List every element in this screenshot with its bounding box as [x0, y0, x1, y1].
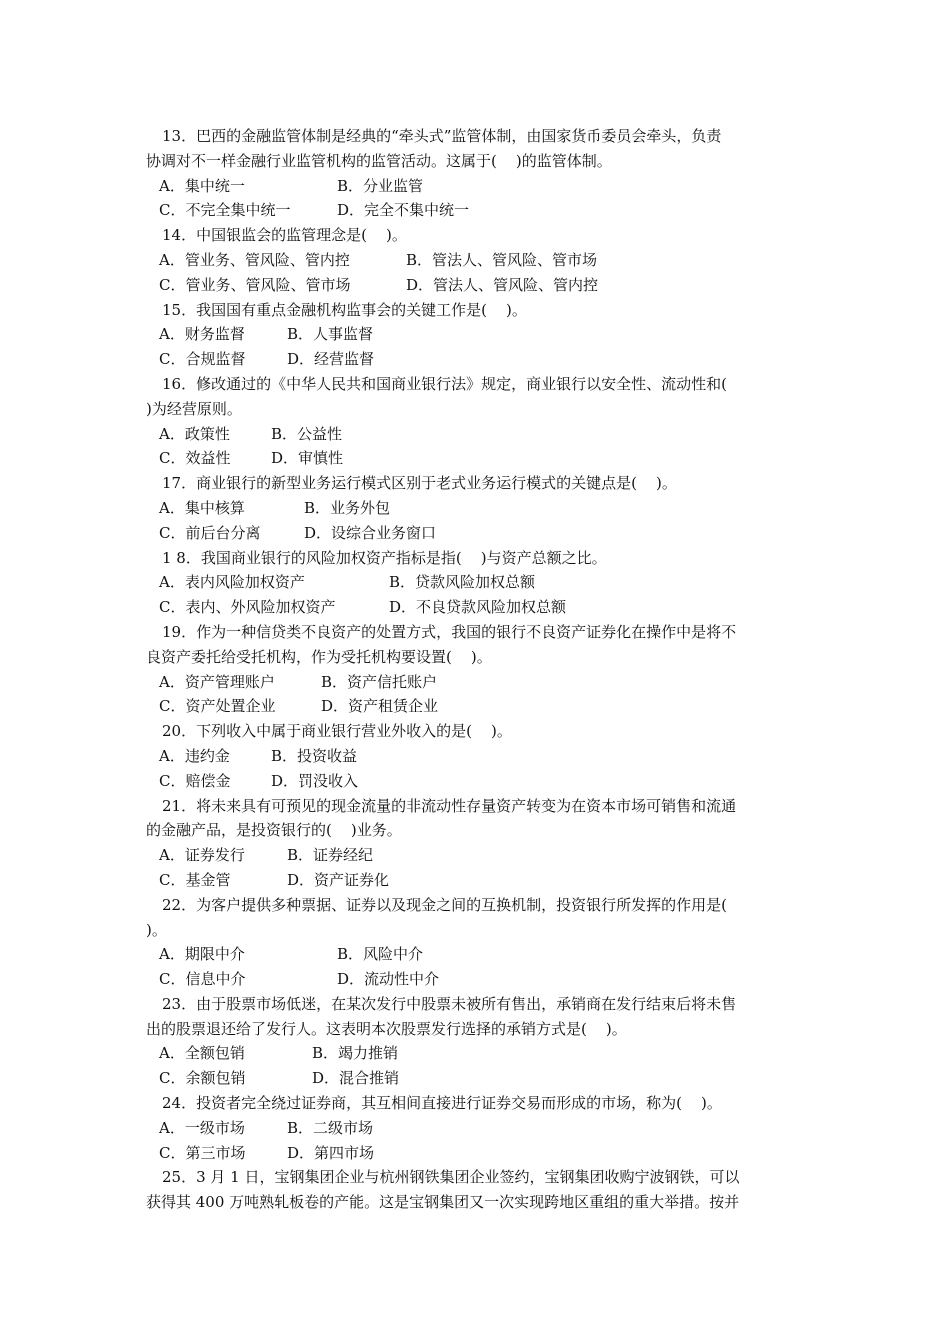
option-right: D．完全不集中统一	[337, 201, 470, 220]
option-left: C．信息中介	[159, 970, 246, 989]
option-left: A．证券发行	[159, 846, 245, 865]
option-left: C．合规监督	[159, 350, 246, 369]
option-left: A．全额包销	[159, 1044, 245, 1063]
question-text: 19．作为一种信贷类不良资产的处置方式，我国的银行不良资产证券化在操作中是将不	[162, 622, 737, 641]
option-right: D．资产租赁企业	[321, 697, 439, 716]
question-continuation: 协调对不一样金融行业监管机构的监管活动。这属于( )的监管体制。	[146, 151, 612, 170]
question-continuation: )为经营原则。	[146, 399, 242, 418]
option-right: D．罚没收入	[271, 771, 359, 790]
option-left: A．期限中介	[159, 945, 245, 964]
question-text: 21．将未来具有可预见的现金流量的非流动性存量资产转变为在资本市场可销售和流通	[162, 796, 737, 815]
answer-options-row	[146, 322, 808, 347]
option-right: D．经营监督	[287, 350, 375, 369]
answer-options-row	[146, 942, 808, 967]
option-right: D．资产证券化	[287, 870, 390, 889]
answer-options-row	[146, 422, 808, 447]
answer-options-row	[146, 570, 808, 595]
option-left: C．表内、外风险加权资产	[159, 598, 336, 617]
question-text: 25．3 月 1 日，宝钢集团企业与杭州钢铁集团企业签约，宝钢集团收购宁波钢铁，可以	[162, 1168, 740, 1187]
question-continuation: 获得其 400 万吨熟轧板卷的产能。这是宝钢集团又一次实现跨地区重组的重大举措。按并	[146, 1193, 740, 1212]
answer-options-row	[146, 1041, 808, 1066]
option-right: B．人事监督	[287, 325, 374, 344]
answer-options-row	[146, 446, 808, 471]
answer-options-row	[146, 248, 808, 273]
answer-options-row	[146, 694, 808, 719]
answer-options-row	[146, 769, 808, 794]
option-right: B．管法人、管风险、管市场	[406, 250, 598, 269]
option-right: B．风险中介	[337, 945, 424, 964]
option-left: A．管业务、管风险、管内控	[159, 250, 350, 269]
option-right: B．分业监管	[337, 176, 424, 195]
option-right: B．二级市场	[287, 1118, 374, 1137]
question-text: 13．巴西的金融监管体制是经典的“牵头式”监管体制，由国家货币委员会牵头，负责	[162, 127, 722, 145]
option-left: C．第三市场	[159, 1143, 246, 1162]
option-right: D．管法人、管风险、管内控	[406, 275, 599, 294]
answer-options-row	[146, 868, 808, 893]
option-left: A．集中统一	[159, 176, 245, 195]
option-right: D．审慎性	[271, 449, 344, 468]
question-text: 16．修改通过的《中华人民共和国商业银行法》规定，商业银行以安全性、流动性和(	[162, 374, 727, 393]
option-left: C．基金管	[159, 870, 231, 889]
question-continuation: 良资产委托给受托机构，作为受托机构要设置( )。	[146, 647, 492, 666]
option-left: A．违约金	[159, 746, 230, 765]
option-right: D．不良贷款风险加权总额	[389, 598, 567, 617]
option-left: A．表内风险加权资产	[159, 573, 305, 592]
answer-options-row	[146, 1116, 808, 1141]
question-continuation: )。	[146, 920, 167, 939]
option-left: C．余额包销	[159, 1069, 246, 1088]
option-right: B．公益性	[271, 424, 343, 443]
answer-options-row	[146, 521, 808, 546]
question-text: 24．投资者完全绕过证券商，其互相间直接进行证券交易而形成的市场，称为( )。	[162, 1094, 722, 1113]
question-text: 22．为客户提供多种票据、证券以及现金之间的互换机制，投资银行所发挥的作用是(	[162, 895, 727, 914]
answer-options-row	[146, 967, 808, 992]
answer-options-row	[146, 595, 808, 620]
option-right: B．竭力推销	[312, 1044, 399, 1063]
question-text: 17．商业银行的新型业务运行模式区别于老式业务运行模式的关键点是( )。	[162, 474, 677, 493]
option-right: D．设综合业务窗口	[304, 523, 437, 542]
option-right: D．混合推销	[312, 1069, 400, 1088]
question-text: 15．我国国有重点金融机构监事会的关键工作是( )。	[162, 300, 527, 319]
answer-options-row	[146, 273, 808, 298]
question-text: 23．由于股票市场低迷，在某次发行中股票未被所有售出，承销商在发行结束后将未售	[162, 994, 737, 1013]
option-left: A．一级市场	[159, 1118, 245, 1137]
question-continuation: 出的股票退还给了发行人。这表明本次股票发行选择的承销方式是( )。	[146, 1019, 627, 1038]
option-left: A．财务监督	[159, 325, 245, 344]
option-right: B．投资收益	[271, 746, 358, 765]
document-page	[146, 124, 808, 1215]
option-left: C．前后台分离	[159, 523, 261, 542]
question-continuation: 的金融产品，是投资银行的( )业务。	[146, 821, 402, 840]
option-left: C．资产处置企业	[159, 697, 276, 716]
answer-options-row	[146, 347, 808, 372]
answer-options-row	[146, 1066, 808, 1091]
answer-options-row	[146, 1141, 808, 1166]
question-text: 20．下列收入中属于商业银行营业外收入的是( )。	[162, 722, 512, 741]
answer-options-row	[146, 744, 808, 769]
option-left: C．赔偿金	[159, 771, 231, 790]
option-left: A．政策性	[159, 424, 230, 443]
answer-options-row	[146, 670, 808, 695]
option-left: C．管业务、管风险、管市场	[159, 275, 351, 294]
option-right: B．贷款风险加权总额	[389, 573, 536, 592]
option-left: C．不完全集中统一	[159, 201, 291, 220]
option-right: D．第四市场	[287, 1143, 375, 1162]
answer-options-row	[146, 843, 808, 868]
answer-options-row	[146, 174, 808, 199]
option-right: B．资产信托账户	[321, 672, 438, 691]
question-text: 1 8．我国商业银行的风险加权资产指标是指( )与资产总额之比。	[162, 548, 607, 567]
question-text: 14．中国银监会的监管理念是( )。	[162, 226, 407, 245]
answer-options-row	[146, 198, 808, 223]
option-left: C．效益性	[159, 449, 231, 468]
option-right: B．业务外包	[304, 498, 391, 517]
option-right: B．证券经纪	[287, 846, 374, 865]
option-left: A．集中核算	[159, 498, 245, 517]
answer-options-row	[146, 496, 808, 521]
option-right: D．流动性中介	[337, 970, 440, 989]
option-left: A．资产管理账户	[159, 672, 275, 691]
